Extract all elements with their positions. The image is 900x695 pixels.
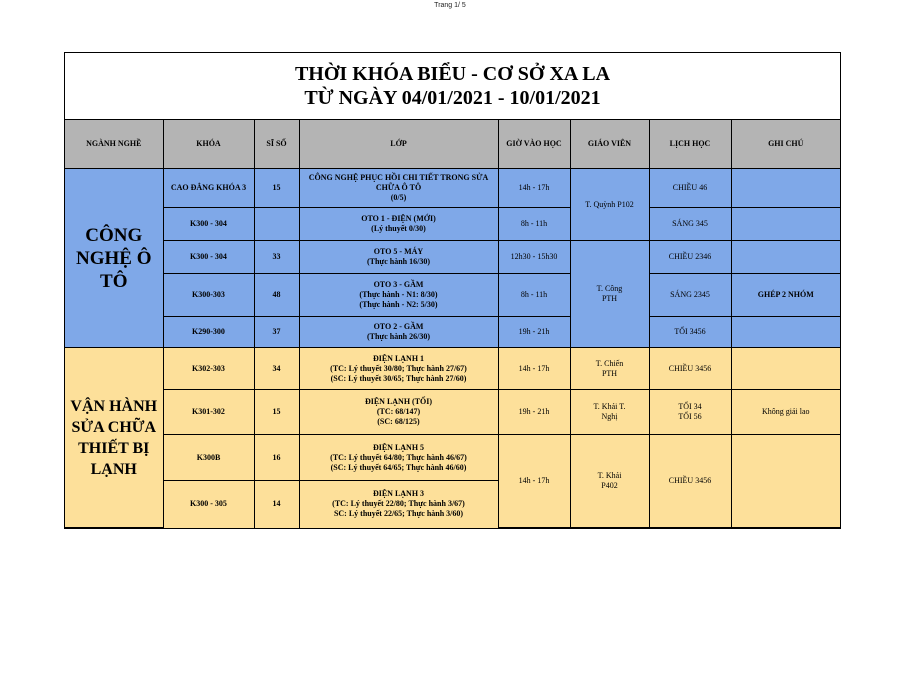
table-row	[65, 169, 840, 208]
lop-title: OTO 2 - GẦM	[373, 322, 424, 331]
header-gv: GIÁO VIÊN	[570, 120, 649, 169]
table-row	[65, 390, 840, 435]
cell-lich: CHIỀU 46	[649, 169, 731, 208]
schedule-table	[65, 120, 840, 528]
lop-title: ĐIỆN LẠNH 5	[372, 442, 425, 452]
cell-lich: CHIỀU 3456	[649, 348, 731, 390]
table-row	[65, 274, 840, 317]
lop-title: CÔNG NGHỆ PHỤC HỒI CHI TIẾT TRONG SỬA CHỮA Ô TÔ	[308, 173, 489, 192]
cell-ghichu	[731, 241, 840, 274]
cell-ghichu	[731, 208, 840, 241]
major-lanh: VẬN HÀNH SỬA CHỮA THIẾT BỊ LẠNH	[70, 397, 158, 478]
table-row	[65, 241, 840, 274]
cell-lich: SÁNG 345	[649, 208, 731, 241]
cell-khoa: K300 - 304	[163, 208, 254, 241]
lop-sub: (Thực hành 16/30)	[366, 257, 431, 266]
cell-lich: CHIỀU 3456	[649, 435, 731, 528]
cell-siso: 15	[254, 390, 299, 435]
header-lop: LỚP	[299, 120, 498, 169]
page-number-label: Trang 1/ 5	[434, 2, 466, 9]
cell-gv: T. Khải T. Nghị	[570, 390, 649, 435]
lop-sub: (0/5)	[390, 193, 407, 202]
lop-sub: (TC: Lý thuyết 30/80; Thực hành 27/67)	[330, 363, 467, 373]
cell-lop	[299, 435, 498, 481]
cell-gio: 8h - 11h	[498, 208, 570, 241]
cell-siso	[254, 208, 299, 241]
lop-sub-2: (SC: Lý thuyết 64/65; Thực hành 46/60)	[330, 462, 467, 472]
cell-gio: 8h - 11h	[498, 274, 570, 317]
header-ghichu: GHI CHÚ	[731, 120, 840, 169]
cell-siso: 15	[254, 169, 299, 208]
cell-khoa: K300 - 304	[163, 241, 254, 274]
header-siso: SĨ SỐ	[254, 120, 299, 169]
cell-lop	[299, 390, 498, 435]
lop-sub: (TC: Lý thuyết 64/80; Thực hành 46/67)	[330, 452, 467, 462]
lop-sub: (TC: 68/147)	[376, 407, 421, 416]
cell-lop	[299, 274, 498, 317]
cell-lop	[299, 169, 498, 208]
title-line-2: TỪ NGÀY 04/01/2021 - 10/01/2021	[304, 87, 601, 109]
lop-sub-2: (SC: Lý thuyết 30/65; Thực hành 27/60)	[330, 373, 467, 383]
cell-ghichu	[731, 169, 840, 208]
cell-gv: T. Công PTH	[570, 241, 649, 348]
cell-lop	[299, 348, 498, 390]
cell-lich: TỐI 34 TỐI 56	[649, 390, 731, 435]
major-oto: CÔNG NGHỆ Ô TÔ	[76, 224, 152, 292]
header-gio: GIỜ VÀO HỌC	[498, 120, 570, 169]
lop-title: OTO 1 - ĐIỆN (MỚI)	[361, 214, 436, 223]
cell-gv: T. Khải P402	[570, 435, 649, 528]
lop-sub: (TC: Lý thuyết 22/80; Thực hành 3/67)	[332, 499, 465, 509]
table-row	[65, 208, 840, 241]
cell-ghichu	[731, 348, 840, 390]
cell-khoa: K300 - 305	[163, 481, 254, 528]
cell-gio: 14h - 17h	[498, 435, 570, 528]
lop-sub-2: (SC: 68/125)	[377, 417, 420, 426]
table-row	[65, 317, 840, 348]
cell-gio: 12h30 - 15h30	[498, 241, 570, 274]
lop-title: OTO 5 - MÁY	[373, 247, 424, 256]
cell-gio: 14h - 17h	[498, 169, 570, 208]
cell-siso: 14	[254, 481, 299, 528]
schedule-sheet	[64, 52, 841, 529]
cell-gio: 14h - 17h	[498, 348, 570, 390]
cell-siso: 16	[254, 435, 299, 481]
cell-gio: 19h - 21h	[498, 317, 570, 348]
lop-title: ĐIỆN LẠNH (TỐI)	[364, 397, 433, 406]
major-cell-lanh	[65, 348, 163, 528]
cell-siso: 34	[254, 348, 299, 390]
lop-sub: (Lý thuyết 0/30)	[371, 224, 426, 233]
header-khoa: KHÓA	[163, 120, 254, 169]
lop-title: ĐIỆN LẠNH 3	[372, 489, 425, 499]
cell-khoa: K301-302	[163, 390, 254, 435]
cell-khoa: K300-303	[163, 274, 254, 317]
header-nganh: NGÀNH NGHỀ	[65, 120, 163, 169]
cell-lop	[299, 317, 498, 348]
cell-lop	[299, 481, 498, 528]
cell-ghichu	[731, 435, 840, 528]
lop-sub-2: SC: Lý thuyết 22/65; Thực hành 3/60)	[333, 509, 464, 519]
major-cell-oto	[65, 169, 163, 348]
cell-khoa: CAO ĐẲNG KHÓA 3	[163, 169, 254, 208]
lop-title: OTO 3 - GẦM	[373, 280, 424, 289]
lop-sub: (Thực hành - N1: 8/30)	[359, 290, 438, 299]
cell-khoa: K302-303	[163, 348, 254, 390]
cell-ghichu: Không giải lao	[731, 390, 840, 435]
lop-title: ĐIỆN LẠNH 1	[372, 353, 425, 363]
cell-lich: CHIỀU 2346	[649, 241, 731, 274]
title-line-1: THỜI KHÓA BIỂU - CƠ SỞ XA LA	[294, 63, 611, 85]
cell-siso: 48	[254, 274, 299, 317]
cell-siso: 33	[254, 241, 299, 274]
cell-siso: 37	[254, 317, 299, 348]
table-row	[65, 435, 840, 481]
cell-lop	[299, 208, 498, 241]
title-box	[65, 53, 840, 120]
cell-gio: 19h - 21h	[498, 390, 570, 435]
lop-sub: (Thực hành 26/30)	[366, 332, 431, 341]
cell-gv: T. Quỳnh P102	[570, 169, 649, 241]
lop-sub-2: (Thực hành - N2: 5/30)	[359, 300, 438, 309]
header-lich: LỊCH HỌC	[649, 120, 731, 169]
cell-lop	[299, 241, 498, 274]
cell-ghichu	[731, 317, 840, 348]
header-row	[65, 120, 840, 169]
cell-khoa: K300B	[163, 435, 254, 481]
cell-lich: TỐI 3456	[649, 317, 731, 348]
table-row	[65, 348, 840, 390]
cell-lich: SÁNG 2345	[649, 274, 731, 317]
cell-ghichu: GHÉP 2 NHÓM	[731, 274, 840, 317]
cell-gv: T. Chiến PTH	[570, 348, 649, 390]
cell-khoa: K290-300	[163, 317, 254, 348]
